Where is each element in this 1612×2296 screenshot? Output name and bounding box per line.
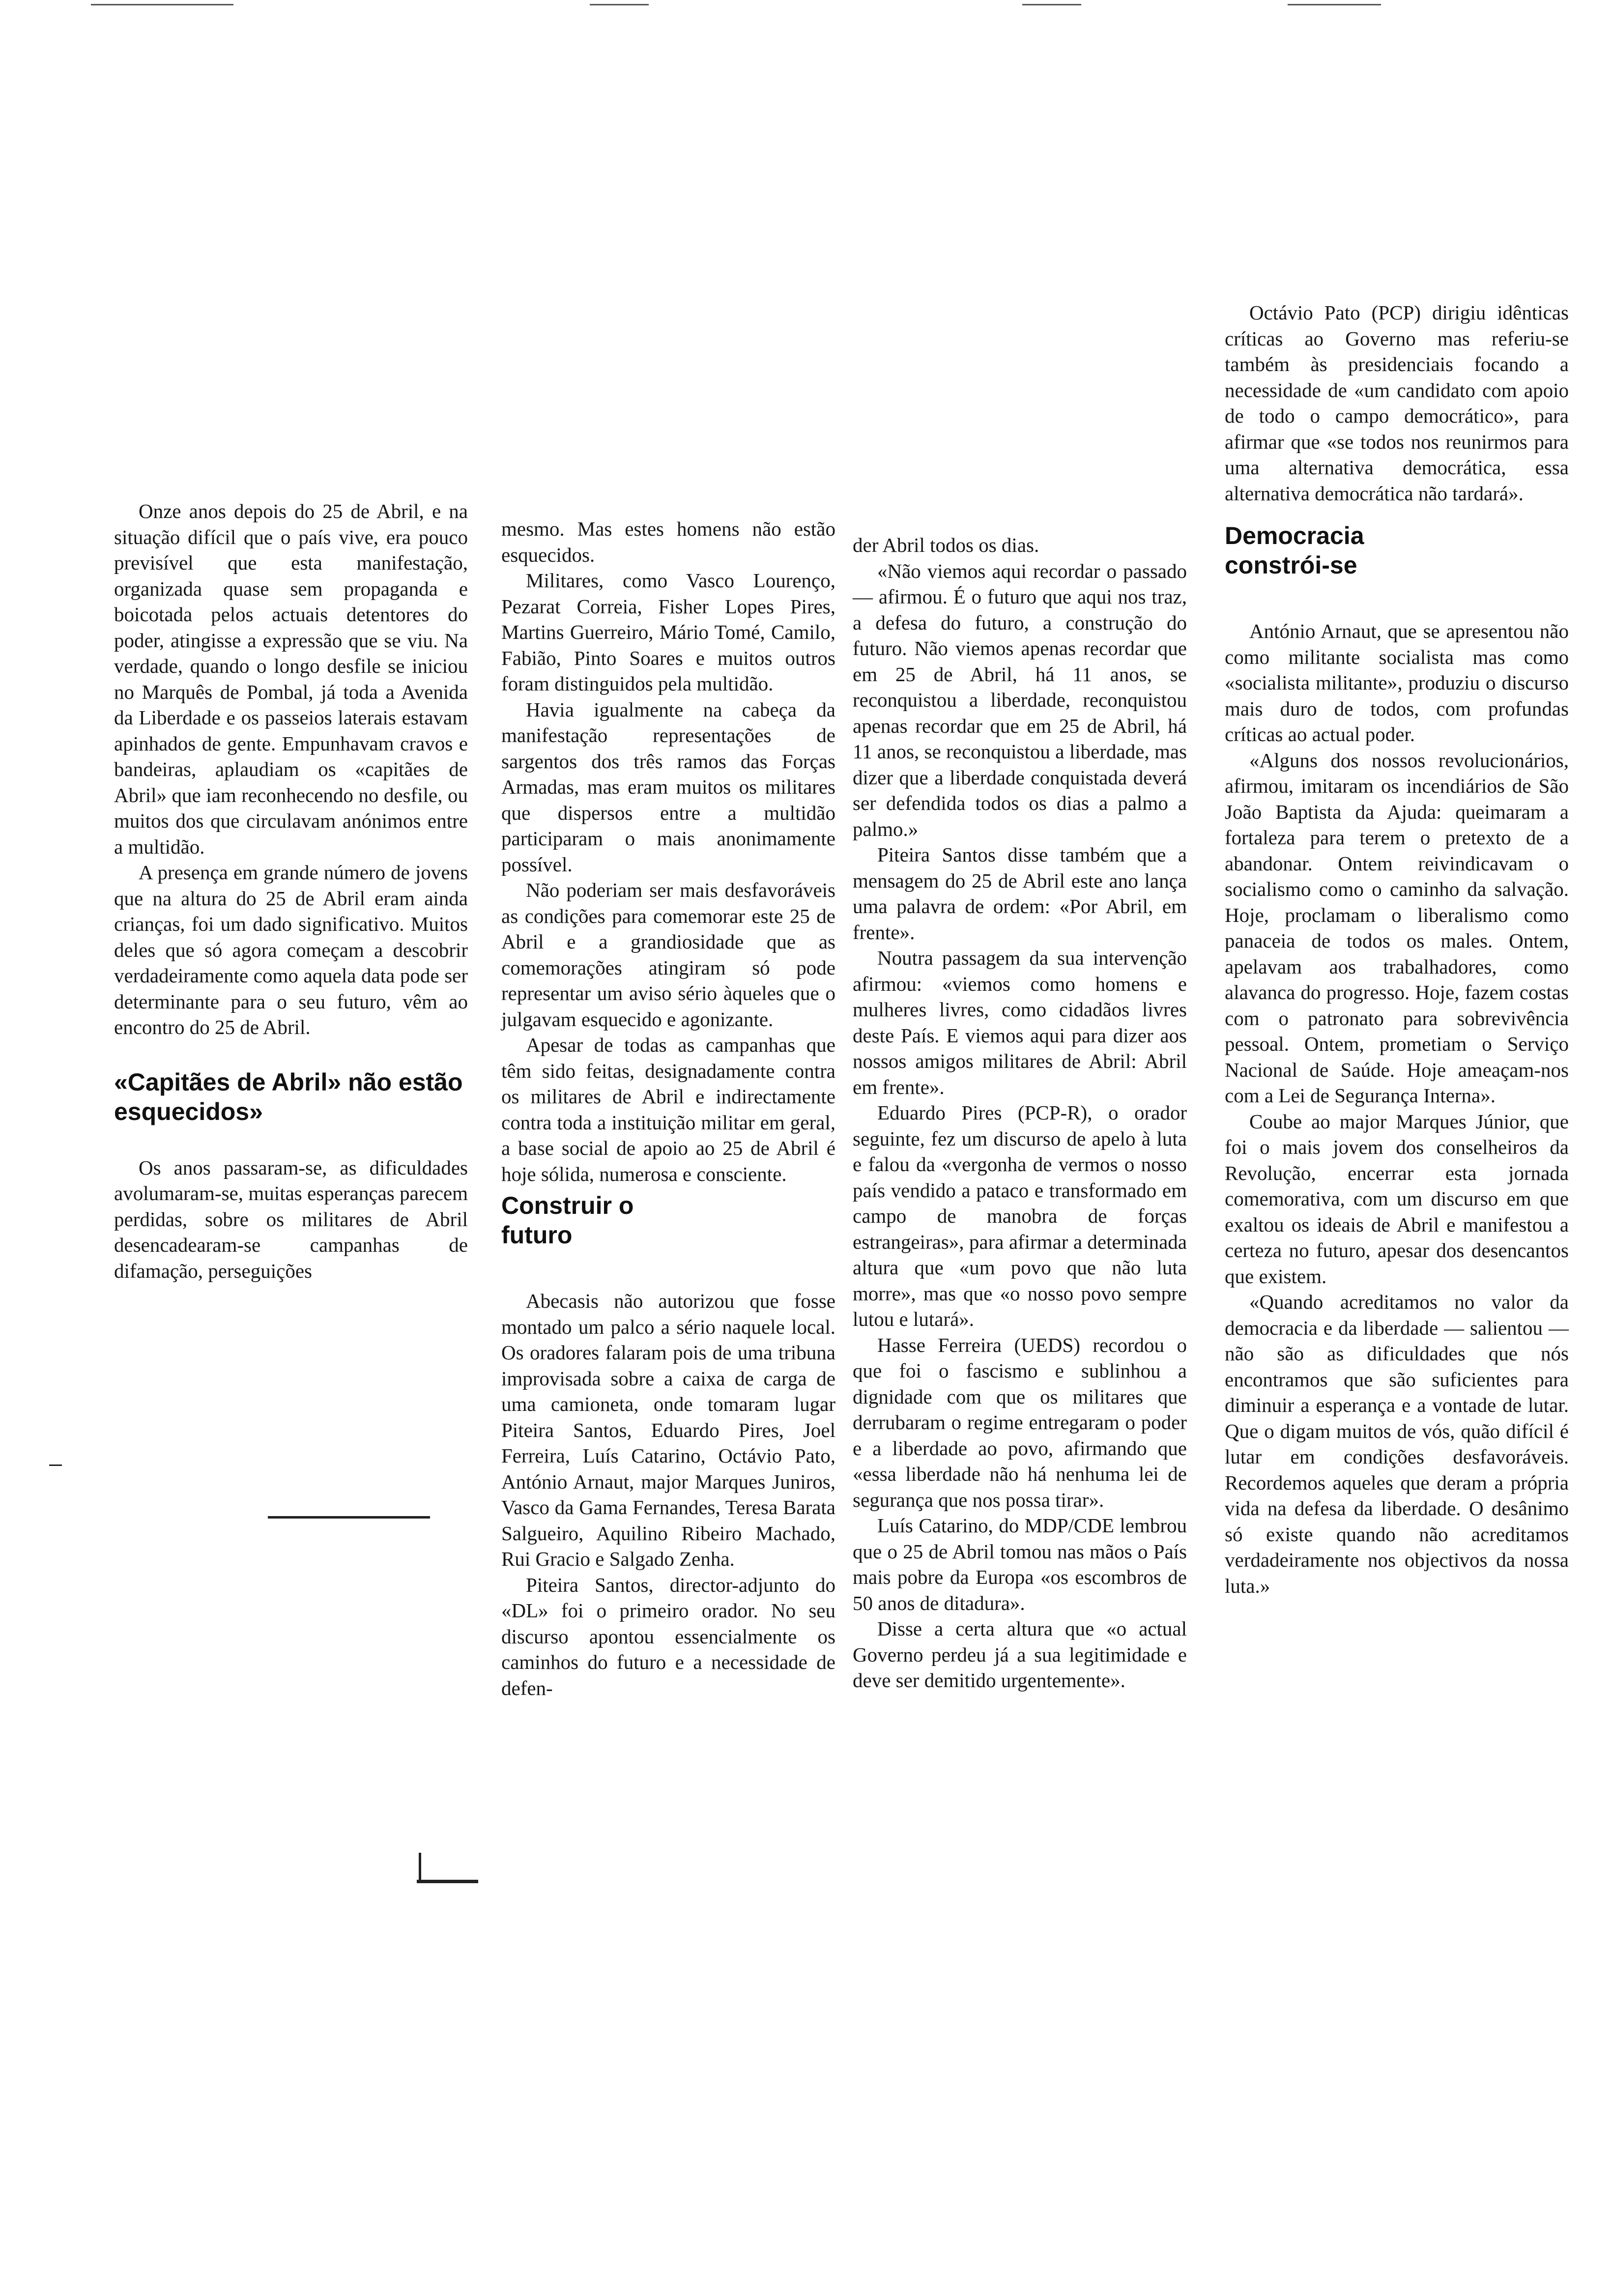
column-3-paragraph: Eduardo Pires (PCP-R), o orador seguinte, fez um discurso de apelo à luta e falou da «vergonha de vermos o nosso país vendido a pataco e transformado em campo de manobra de forças estrangeiras», para afirmar a determinada altura que «um povo que não luta morre», mas que «o nosso povo sempre lutou e lutará». [853, 1101, 1187, 1330]
column-1-paragraph: Os anos passaram-se, as dificuldades avolumaram-se, muitas esperanças parecem perdidas, sobre os militares de Abril desencadearam-se campanhas de difamação, perseguições [114, 1156, 468, 1282]
column-1-paragraph: A presença em grande número de jovens que na altura do 25 de Abril eram ainda crianças, foi um dado significativo. Muitos deles que só agora começam a descobrir verdadeiramente como aquela data pode ser determinante para o seu futuro, vêm ao encontro do 25 de Abril. [114, 861, 468, 1038]
column-2-heading: Construir o futuro [501, 1192, 634, 1249]
column-2-paragraph: Abecasis não autorizou que fosse montado um palco a sério naquele local. Os oradores falaram pois de uma tribuna improvisada sobre a caixa de carga de uma camioneta, onde tomaram lugar Piteira Santos, Eduardo Pires, Joel Ferreira, Luís Catarino, Octávio Pato, António Arnaut, major Marques Juniros, Vasco da Gama Fernandes, Teresa Barata Salgueiro, Aquilino Ribeiro Machado, Rui Gracio e Salgado Zenha. [501, 1290, 835, 1570]
column-1-paragraph: Onze anos depois do 25 de Abril, e na situação difícil que o país vive, era pouco previsível que esta manifestação, organizada quase sem propaganda e boicotada pelos actuais detentores do poder, atingisse a expressão que se viu. Na verdade, quando o longo desfile se iniciou no Marquês de Pombal, já toda a Avenida da Liberdade e os passeios laterais estavam apinhados de gente. Empunhavam cravos e bandeiras, aplaudiam os «capitães de Abril» que iam reconhecendo no desfile, ou muitos dos que circulavam anónimos entre a multidão. [114, 500, 468, 858]
column-4-paragraph: Coube ao major Marques Júnior, que foi o mais jovem dos conselheiros da Revolução, encerrar esta jornada comemorativa, com um discurso em que exaltou os ideais de Abril e manifestou a certeza no futuro, apesar dos desencantos que existem. [1225, 1110, 1569, 1288]
column-2-paragraph: Piteira Santos, director-adjunto do «DL» foi o primeiro orador. No seu discurso apontou essencialmente os caminhos do futuro e a necessidade de defen- [501, 1573, 835, 1699]
margin-mark [49, 1464, 62, 1466]
column-4 [1225, 300, 1569, 1599]
column-1 [114, 498, 468, 1284]
column-4-paragraph: Octávio Pato (PCP) dirigiu idênticas críticas ao Governo mas referiu-se também às presidenciais focando a necessidade de «um candidato com apoio de todo o campo democrático», para afirmar que «se todos nos reunirmos para uma alternativa democrática, essa alternativa democrática não tardará». [1225, 301, 1569, 505]
column-4-paragraph: António Arnaut, que se apresentou não como militante socialista mas como «socialista militante», produziu o discurso mais duro de todos, com profundas críticas ao actual poder. [1225, 620, 1569, 746]
column-4-paragraph: «Quando acreditamos no valor da democracia e da liberdade — salientou — não são as dificuldades que nós encontramos que são suficientes para diminuir a esperança e a vontade de lutar. Que o digam muitos de vós, quão difícil é lutar em condições desfavoráveis. Recordemos aqueles que deram a própria vida na defesa da liberdade. O desânimo só existe quando não acreditamos verdadeiramente nos objectivos da nossa luta.» [1225, 1291, 1569, 1597]
top-scan-line [1288, 4, 1381, 5]
column-2-paragraph: Apesar de todas as campanhas que têm sido feitas, designadamente contra os militares de Abril e indirectamente contra toda a instituição militar em geral, a base social de apoio ao 25 de Abril é hoje sólida, numerosa e consciente. [501, 1033, 835, 1185]
column-4-paragraph: «Alguns dos nossos revolucionários, afirmou, imitaram os incendiários de São João Baptista da Ajuda: queimaram a fortaleza para terem o pretexto de a abandonar. Ontem reivindicavam o socialismo como o caminho da salvação. Hoje, proclamam o liberalismo como panaceia de todos os males. Ontem, apelavam aos trabalhadores, como alavanca do progresso. Hoje, fazem costas com o patronato para sobrevivência pessoal. Ontem, prometiam o Serviço Nacional de Saúde. Hoje ameaçam-nos com a Lei de Segurança Interna». [1225, 748, 1569, 1107]
column-3-paragraph: Disse a certa altura que «o actual Governo perdeu já a sua legitimidade e deve ser demitido urgentemente». [853, 1617, 1187, 1692]
column-3-paragraph: Luís Catarino, do MDP/CDE lembrou que o 25 de Abril tomou nas mãos o País mais pobre da Europa «os escombros de 50 anos de ditadura». [853, 1514, 1187, 1614]
column-1-heading: «Capitães de Abril» não estão esquecidos» [114, 1068, 463, 1125]
column-3 [853, 532, 1187, 1693]
column-3-paragraph: der Abril todos os dias. [853, 534, 1039, 556]
column-2-paragraph: Havia igualmente na cabeça da manifestação representações de sargentos dos três ramos das Forças Armadas, mas eram muitos os militares que dispersos entre a multidão participaram o mais anonimamente possível. [501, 698, 835, 876]
column-3-paragraph: Hasse Ferreira (UEDS) recordou o que foi o fascismo e sublinhou a dignidade com que os militares que derrubaram o regime entregaram o poder e a liberdade ao povo, afirmando que «essa liberdade não há nenhuma lei de segurança que nos possa tirar». [853, 1333, 1187, 1511]
top-scan-line [590, 4, 649, 5]
column-1-end-rule [268, 1516, 430, 1519]
top-scan-line [91, 4, 233, 5]
column-3-paragraph: «Não viemos aqui recordar o passado — afirmou. É o futuro que aqui nos traz, a defesa do futuro, a construção do futuro. Não viemos apenas recordar que em 25 de Abril, há 11 anos, se reconquistou a liberdade, reconquistou apenas recordar que em 25 de Abril, há 11 anos, se reconquistou a liberdade, mas dizer que a liberdade conquistada deverá ser defendida todos os dias a palmo a palmo.» [853, 559, 1187, 840]
column-2-end-mark [419, 1853, 421, 1882]
column-2-end-rule [417, 1880, 478, 1883]
column-2-paragraph: Militares, como Vasco Lourenço, Pezarat Correia, Fisher Lopes Pires, Martins Guerreiro, Mário Tomé, Camilo, Fabião, Pinto Soares e muitos outros foram distinguidos pela multidão. [501, 569, 835, 695]
column-2 [501, 516, 835, 1701]
column-3-paragraph: Noutra passagem da sua intervenção afirmou: «viemos como homens e mulheres livres, como cidadãos livres deste País. E viemos aqui para dizer aos nossos amigos militares de Abril: Abril em frente». [853, 947, 1187, 1098]
column-4-heading: Democracia constrói-se [1225, 522, 1364, 579]
column-3-paragraph: Piteira Santos disse também que a mensagem do 25 de Abril este ano lança uma palavra de ordem: «Por Abril, em frente». [853, 843, 1187, 944]
column-2-paragraph: mesmo. Mas estes homens não estão esquecidos. [501, 517, 835, 566]
top-scan-line [1022, 4, 1081, 5]
column-2-paragraph: Não poderiam ser mais desfavoráveis as condições para comemorar este 25 de Abril e a grandiosidade que as comemorações atingiram só pode representar um aviso sério àqueles que o julgavam esquecido e agonizante. [501, 879, 835, 1031]
